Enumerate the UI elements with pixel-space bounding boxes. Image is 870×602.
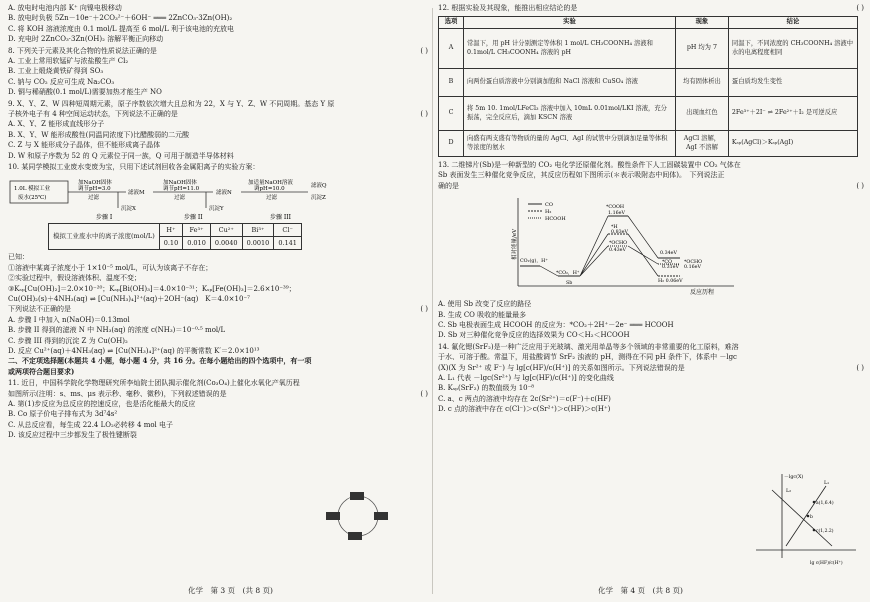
flow-out3: 滤液Q xyxy=(311,182,327,189)
section-2-heading-1: 二、不定项选择题(本题共 4 小题，每小题 4 分，共 16 分。在每小题给出的四个选项中，有一项 xyxy=(8,356,312,366)
q14-line-l2 xyxy=(772,490,832,546)
q14-label-a: a(1,6.4) xyxy=(816,501,834,506)
q8-option-c: C. 钠与 CO₂ 反应可生成 Na₂CO₃ xyxy=(8,77,115,86)
label-h: *H xyxy=(611,225,618,231)
q12-header-experiment: 实验 xyxy=(464,17,676,29)
q12-table xyxy=(438,16,858,157)
q14-point-c xyxy=(813,529,816,532)
q12-cell-exp: 向盛有两支盛有等物质的量的 AgCl、AgI 的试管中分别滴加足量等体积等浓度的氨水 xyxy=(464,131,676,157)
q10-answer-box: ( ) xyxy=(420,305,428,314)
mechanism-node xyxy=(326,512,340,520)
q13-option-a: A. 使用 Sb 改变了反应的路径 xyxy=(438,300,532,309)
section-2-heading-2: 或两项符合题目要求) xyxy=(8,366,75,376)
q12-cell-exp: 常温下，用 pH 计分别测定等体积 1 mol/L CH₃COONH₄ 溶液和 0.1mol/L CH₃COONH₄ 溶液的 pH xyxy=(464,29,676,69)
mechanism-node xyxy=(350,492,364,500)
q12-cell-concl: 蛋白质均发生变性 xyxy=(728,69,857,97)
flow-start-line1: 1.0L 模拟工业 xyxy=(14,185,51,192)
flow-step1-mid: 调节pH=3.0 xyxy=(78,185,111,192)
q8-stem: 8. 下列关于元素及其化合物的性质说法正确的是 ( ) xyxy=(8,46,428,55)
q12-cell-concl: 2Fe³⁺＋2I⁻ ⇌ 2Fe²⁺＋I₂ 是可逆反应 xyxy=(728,97,857,131)
q11-option-d: D. 该反应过程中三步都发生了极性键断裂 xyxy=(8,431,137,440)
q14-label-c: c(1,2.2) xyxy=(816,529,834,534)
q10-lead: 下列说法不正确的是 ( ) xyxy=(8,305,428,314)
pathway-lines-2 xyxy=(628,216,658,276)
q10-table-cell: 0.010 xyxy=(183,236,211,249)
table-row xyxy=(439,29,858,69)
q10-table-header: H⁺ xyxy=(159,223,182,236)
x-axis-label: 反应历程 xyxy=(690,289,715,297)
q12-cell-phen: pH 均为 7 xyxy=(675,29,728,69)
q14-point-a xyxy=(813,501,816,504)
q10-table-header: Bi³⁺ xyxy=(242,223,274,236)
flow-step2-mid: 调节pH=11.0 xyxy=(163,185,200,192)
q10-table-header: Fe³⁺ xyxy=(183,223,211,236)
q7-option-d: D. 充电时 2ZnCO₃·3Zn(OH)₂ 溶解平衡正向移动 xyxy=(8,35,164,44)
q9-answer-box: ( ) xyxy=(420,110,428,119)
q10-option-b: B. 步骤 II 得到的滤液 N 中 NH₃(aq) 的浓度 c(NH₃)＝10⁻⁰·⁵ mol/L xyxy=(8,326,226,335)
q14-option-a: A. L₁ 代表 －lgc(Sr²⁺) 与 lg[c(HF)/c(H⁺)] 的变化曲线 xyxy=(438,374,614,383)
flow-step-label-1: 步骤 I xyxy=(96,213,113,221)
q14-label-l2: L₂ xyxy=(786,489,792,494)
q10-table-cell: 0.0010 xyxy=(242,236,274,249)
q12-header-phenomenon: 现象 xyxy=(675,17,728,29)
q12-table-header-row xyxy=(439,17,858,29)
left-footer: 化学 第 3 页 (共 8 页) xyxy=(188,585,273,595)
q10-table-header: Cl⁻ xyxy=(274,223,302,236)
flow-step1-bot: 过滤 xyxy=(88,194,100,201)
label-016: 0.16eV xyxy=(684,265,701,271)
q9-option-b: B. X、Y、W 能形成酸性(同温同浓度下)比醋酸弱的二元酸 xyxy=(8,130,190,139)
q10-option-d: D. 反应 Cu²⁺(aq)＋4NH₃(aq) ⇌ [Cu(NH₃)₄]²⁺(aq) 的平衡常数 K′＝2.0×10¹³ xyxy=(8,346,260,355)
q12-stem: 12. 根据实验及其现象，能推出相应结论的是 ( ) xyxy=(438,4,864,12)
q11-stem-line2: 如图所示(注明：s、ms、μs 表示秒、毫秒、微秒)，下列叙述错误的是 ( ) xyxy=(8,389,428,398)
label-co2-g: CO₂(g)，H⁺ xyxy=(520,259,548,265)
q14-label-l1: L₁ xyxy=(824,481,830,486)
flow-solid-x: 沉淀X xyxy=(121,205,136,212)
q11-mechanism-figure xyxy=(308,486,408,548)
q9-stem-line1: 9. X、Y、Z、W 四种短周期元素，原子序数依次增大且总和为 22，X 与 Y、Z、W 不同周期。基态 Y 原 xyxy=(8,99,335,108)
table-row xyxy=(439,131,858,157)
q8-answer-box: ( ) xyxy=(420,46,428,55)
q10-known-2: ②实验过程中，假设溶液体积、温度不变； xyxy=(8,274,141,283)
q13-stem-line2: Sb 表面发生三种催化竞争反应，其反应历程如下图所示(＊表示吸附态中间体)。 下列说法正 xyxy=(438,171,725,180)
q14-stem-line1: 14. 氟化锶(SrF₂)是一种广泛应用于光玻璃、激光用单晶等多个领域的非常重要的化工原料，难溶 xyxy=(438,342,739,351)
flow-solid-y: 沉淀Y xyxy=(209,205,224,212)
q14-option-c: C. a、c 两点的溶液中均存在 2c(Sr²⁺)＝c(F⁻)＋c(HF) xyxy=(438,394,611,403)
q12-cell-opt: B xyxy=(439,69,464,97)
q14-line-l1 xyxy=(786,486,826,546)
q12-cell-exp: 向两份蛋白质溶液中分别滴加饱和 NaCl 溶液和 CuSO₄ 溶液 xyxy=(464,69,676,97)
flow-start-line2: 废水(25℃) xyxy=(18,194,47,201)
q13-option-d: D. Sb 对三种催化竞争反应的选择效果为 CO＜H₂＜HCOOH xyxy=(438,331,630,340)
mechanism-node xyxy=(348,532,362,540)
q10-table-cell: 0.141 xyxy=(274,236,302,249)
q10-table-cell: 0.0040 xyxy=(210,236,242,249)
q10-known-1: ①溶液中某离子浓度小于 1×10⁻⁵ mol/L，可认为该离子不存在； xyxy=(8,263,213,272)
q10-known-3: ③Kₛₚ[Cu(OH)₂]＝2.0×10⁻²⁰；Kₛₚ[Bi(OH)₃]＝4.0×10⁻³¹；Kₛₚ[Fe(OH)₃]＝2.6×10⁻³⁹； xyxy=(8,284,296,293)
q10-known-4: Cu(OH)₂(s)＋4NH₃(aq) ⇌ [Cu(NH₃)₄]²⁺(aq)＋2OH⁻(aq) K＝4.0×10⁻⁷ xyxy=(8,294,250,303)
q10-known-title: 已知： xyxy=(8,253,29,262)
page-divider xyxy=(432,8,433,594)
flow-step-label-3: 步骤 III xyxy=(270,213,292,221)
q12-cell-concl: 同温下，不同浓度的 CH₃COONH₄ 溶液中水的电离程度相同 xyxy=(728,29,857,69)
q14-point-b xyxy=(807,515,810,518)
q11-option-b: B. Co 原子价电子排布式为 3d⁷4s² xyxy=(8,410,118,419)
q14-answer-box: ( ) xyxy=(856,363,864,372)
q14-stem-line3: (X)(X 为 Sr²⁺ 或 F⁻) 与 lg[c(HF)/c(H⁺)] 的关系如图所示。下列说法错误的是 ( ) xyxy=(438,363,864,372)
table-row xyxy=(439,97,858,131)
q8-option-d: D. 铜与稀硝酸(0.1 mol/L)需要加热才能生产 NO xyxy=(8,88,162,97)
q14-option-b: B. Kₛₚ(SrF₂) 的数值级为 10⁻⁸ xyxy=(438,384,535,393)
q10-table-row-label: 模拟工业废水中的离子浓度(mol/L) xyxy=(49,223,160,250)
q12-header-conclusion: 结论 xyxy=(728,17,857,29)
q11-option-c: C. 从总反应看，每生成 22.4 LO₂必转移 4 mol 电子 xyxy=(8,420,174,429)
pathway-lines xyxy=(540,216,608,276)
q10-table-row xyxy=(49,223,302,236)
q8-option-a: A. 工业上常用软锰矿与浓盐酸生产 Cl₂ xyxy=(8,57,129,66)
q12-cell-phen: 均有固体析出 xyxy=(675,69,728,97)
q14-stem-line2: 于水、可溶于酸。常温下，用盐酸调节 SrF₂ 浊液的 pH，测得在不同 pH 条件下，体系中 －lgc xyxy=(438,353,737,362)
right-footer: 化学 第 4 页 (共 8 页) xyxy=(598,585,683,595)
y-axis-label: 相对能量/eV xyxy=(512,229,518,261)
flow-out1: 滤液M xyxy=(128,189,145,196)
q7-option-c: C. 将 KOH 溶液浓度由 0.1 mol/L 提高至 6 mol/L 利于该电池的充放电 xyxy=(8,24,235,33)
flow-step1-top: 加NaOH固体 xyxy=(78,179,112,186)
q11-option-a: A. 第(1)步反应为总反应的控速反应，也是活化能最大的反应 xyxy=(8,400,196,408)
q12-cell-opt: C xyxy=(439,97,464,131)
q14-graph-svg xyxy=(752,470,860,570)
q13-option-c: C. Sb 电极表面生成 HCOOH 的反应为：*CO₂＋2H⁺－2e⁻ ═══ HCOOH xyxy=(438,321,674,330)
mechanism-node xyxy=(374,512,388,520)
label-sb: Sb xyxy=(566,281,573,287)
label-031: 0.31eV xyxy=(662,265,679,271)
q12-cell-opt: A xyxy=(439,29,464,69)
q9-option-c: C. Z 与 X 能形成分子晶体，但不能形成离子晶体 xyxy=(8,141,161,150)
label-ocho-2: *OCHO xyxy=(684,260,703,266)
q14-option-d: D. c 点的溶液中存在 c(Cl⁻)＞c(Sr²⁺)＞c(HF)＞c(H⁺) xyxy=(438,405,611,414)
flow-step3-bot: 过滤 xyxy=(266,194,278,201)
flow-step2-top: 加NaOH固体 xyxy=(163,179,197,186)
right-page xyxy=(438,0,864,602)
q8-option-b: B. 工业上煅烧黄铁矿得到 SO₃ xyxy=(8,67,104,76)
table-row xyxy=(439,69,858,97)
q10-option-a: A. 步骤 I 中加入 n(NaOH)＝0.13mol xyxy=(8,315,130,324)
q14-x-label: lg c(HF)/c(H⁺) xyxy=(810,561,843,566)
flow-solid-z: 沉淀Z xyxy=(311,194,326,201)
q10-flow-diagram xyxy=(8,175,428,221)
label-083: 0.83eV xyxy=(611,230,628,236)
flow-out2: 滤液N xyxy=(216,189,232,196)
q13-stem-line1: 13. 二维锑片(Sb)是一种新型的 CO₂ 电化学还原催化剂。酸性条件下人工固碳装置中 CO₂ 气体在 xyxy=(438,161,741,169)
label-h2: H₂ 0.06eV xyxy=(658,279,683,285)
label-043: 0.43eV xyxy=(609,248,626,254)
q12-cell-concl: Kₛₚ(AgCl)＞Kₛₚ(AgI) xyxy=(728,131,857,157)
flow-step2-bot: 过滤 xyxy=(174,194,186,201)
flow-step3-mid: 调pH=10.0 xyxy=(254,185,285,192)
label-co: *CO xyxy=(662,260,673,266)
q14-label-b: b xyxy=(810,515,813,520)
q12-cell-phen: AgCl 溶解，AgI 不溶解 xyxy=(675,131,728,157)
flow-svg xyxy=(8,175,428,221)
q13-stem-line3: 确的是 ( ) xyxy=(438,181,864,190)
left-page xyxy=(8,0,428,602)
q9-option-d: D. W 和原子序数为 52 的 Q 元素位于同一族，Q 可用于制造半导体材料 xyxy=(8,151,234,160)
q9-option-a: A. X、Y、Z 能形成直线形分子 xyxy=(8,120,105,129)
q7-option-b: B. 放电时负极 5Zn－10e⁻＋2CO₃²⁻＋6OH⁻ ═══ 2ZnCO₃·3Zn(OH)₂ xyxy=(8,14,233,23)
q9-stem-line2: 子核外电子有 4 种空间运动状态，下列说法不正确的是 ( ) xyxy=(8,110,428,119)
q14-y-label: －lgc(X) xyxy=(784,475,804,480)
q10-option-c: C. 步骤 III 得到的沉淀 Z 为 Cu(OH)₂ xyxy=(8,336,128,345)
q11-answer-box: ( ) xyxy=(420,389,428,398)
q13-energy-svg xyxy=(498,194,738,296)
q7-option-a: A. 放电时电池内部 K⁺ 向镍电极移动 xyxy=(8,4,122,12)
q13-option-b: B. 生成 CO 吸收的能量最多 xyxy=(438,310,527,319)
q12-answer-box: ( ) xyxy=(856,4,864,12)
legend-co: CO xyxy=(545,202,553,209)
q10-stem: 10. 某同学模拟工业废水变废为宝，只用下述试剂回收各金属阳离子的实验方案： xyxy=(8,163,260,172)
q12-cell-exp: 将 5m 10. 1mol/LFeCl₃ 溶液中加入 10mL 0.01mol/LKI 溶液，充分振荡，完全反应后，滴加 KSCN 溶液 xyxy=(464,97,676,131)
q10-table-header: Cu²⁺ xyxy=(210,223,242,236)
flow-step3-top: 加适量NaOH溶液 xyxy=(248,179,293,186)
q13-answer-box: ( ) xyxy=(856,181,864,190)
q14-graph xyxy=(752,470,860,570)
legend-hcooh: HCOOH xyxy=(545,216,566,223)
mechanism-cycle xyxy=(338,496,378,536)
q11-stem-line1: 11. 近日，中国科学院化学物理研究所李灿院士团队揭示催化剂(Co₃O₄)上催化水氧化产氧历程 xyxy=(8,379,300,388)
q10-ion-table xyxy=(48,223,302,251)
legend-h2: H₂ xyxy=(545,209,552,216)
flow-step-label-2: 步骤 II xyxy=(184,213,203,221)
q10-table-cell: 0.10 xyxy=(159,236,182,249)
label-ocho: *OCHO xyxy=(609,241,628,247)
q12-cell-phen: 出现血红色 xyxy=(675,97,728,131)
q12-cell-opt: D xyxy=(439,131,464,157)
label-034: 0.34eV xyxy=(660,251,677,257)
label-co2-ads: *CO₂，H⁺ xyxy=(556,271,580,277)
q13-energy-diagram xyxy=(498,194,738,296)
label-cooh: *COOH xyxy=(606,205,625,211)
label-116: 1.16eV xyxy=(608,211,625,217)
q12-header-option: 选项 xyxy=(439,17,464,29)
